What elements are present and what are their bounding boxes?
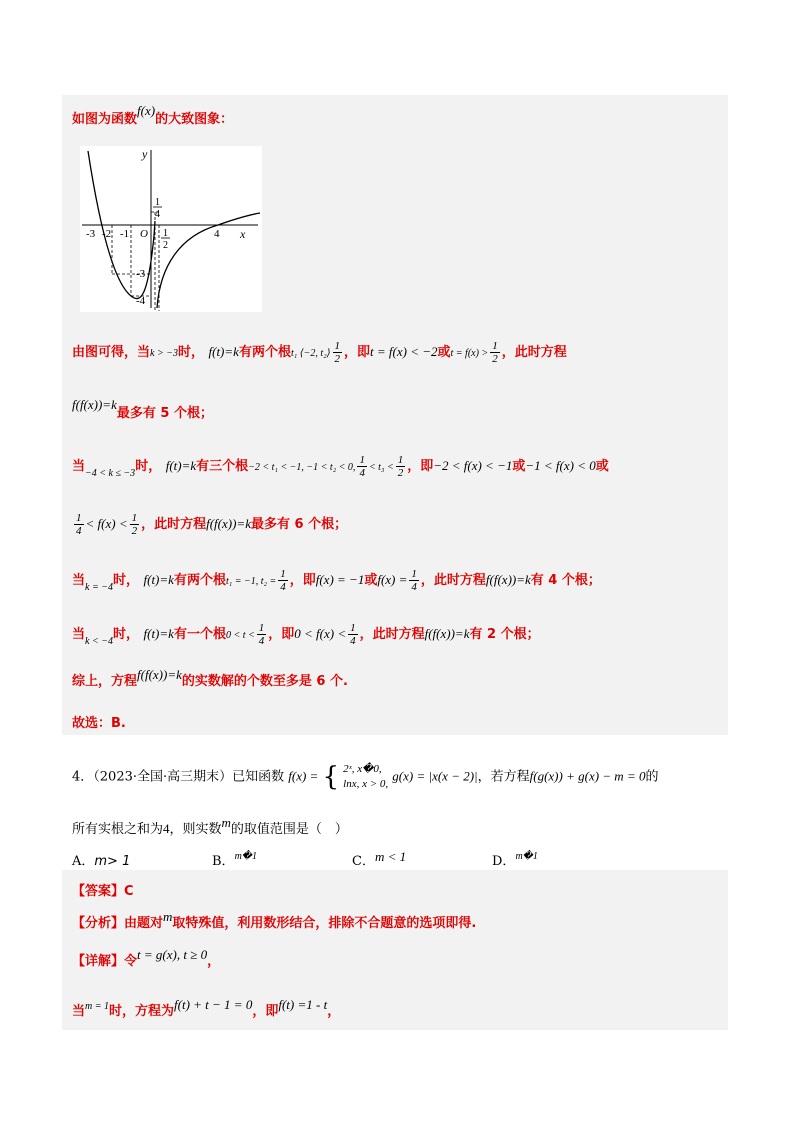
y-tick-neg4: -4 [136,295,146,307]
detail-line: 【详解】令t = g(x), t ≥ 0， [72,947,221,969]
para-1: 由图可得，当k > −3时， f(t)=k有两个根t₁ ⟨−2, t₂⟩ $\frac{1}{2}$ ，即t = f(x) < −2或t = f(x) > $\frac{1}{2}$ ，此时方程 [72,340,567,365]
frac-quarter-den: 4 [155,209,160,220]
origin-label: O [140,228,148,240]
choice-line: 故选：B. [72,716,126,731]
graph-intro: 如图为函数f(x)的大致图象： [72,103,234,127]
frac-half-num: 1 [163,228,168,239]
function-graph [80,146,262,312]
frac-half-den: 2 [163,240,168,251]
option-d[interactable]: D．$^{m�1}$ [492,851,538,869]
x-tick-neg1: -1 [120,228,130,240]
x-tick-neg2: -2 [102,228,112,240]
para-2: f(f(x))=k最多有 5 个根； [72,397,213,421]
option-c[interactable]: C．m < 1 [352,849,407,869]
analysis-line: 【分析】由题对m取特殊值，利用数形结合，排除不合题意的选项即得. [72,909,477,931]
x-tick-4: 4 [214,228,220,240]
option-b[interactable]: B．$^{m�1}$ [212,851,258,869]
question-4-line2: 所有实根之和为4，则实数m的取值范围是（ ） [72,815,348,837]
frac-quarter-num: 1 [155,197,160,208]
para-5: 当$_{k = -4}$时， f(t)=k有两个根t₁ = −1, t₂ = $\frac{1}{4}$ ，即f(x) = −1或f(x) = $\frac{1}{4}$ ，此时方程f(f(x))=k有 4 个根； [72,568,601,593]
last-line: 当$^{m = 1}$时，方程为f(t) + t − 1 = 0，即f(t) =1 - t， [72,997,341,1019]
para-3: 当$_{-4 < k \le -3}$时， f(t)=k有三个根−2 < t₁ < −1, −1 < t₂ < 0, $\frac{1}{4}$ < t₃ < $\frac{1}{2}$ ，即−2 < f(x) < −1或−1 < f(x) < 0或 [72,454,609,479]
x-axis-label: x [240,227,246,241]
option-a[interactable]: A．m> 1 [72,854,131,869]
x-tick-neg3: -3 [86,228,96,240]
para-6: 当$_{k < -4}$时， f(t)=k有一个根0 < t < $\frac{1}{4}$ ，即0 < f(x) < $\frac{1}{4}$ ，此时方程f(f(x))=k有 2 个根； [72,622,540,647]
answer-line: 【答案】C [72,884,134,899]
question-4: 4．（2023·全国·高三期末）已知函数 f(x) = { 2ˣ, x�0, lnx, x > 0, g(x) = |x(x − 2)|，若方程f(g(x)) + g(x) − m = 0的 [72,762,659,792]
para-7: 综上，方程f(f(x))=k的实数解的个数至多是 6 个. [72,667,348,689]
y-axis-label: y [142,147,148,161]
y-tick-neg3: -3 [136,268,146,280]
para-4: $\frac{1}{4}$ < f(x) < $\frac{1}{2}$ ，此时方程f(f(x))=k最多有 6 个根； [76,512,348,537]
